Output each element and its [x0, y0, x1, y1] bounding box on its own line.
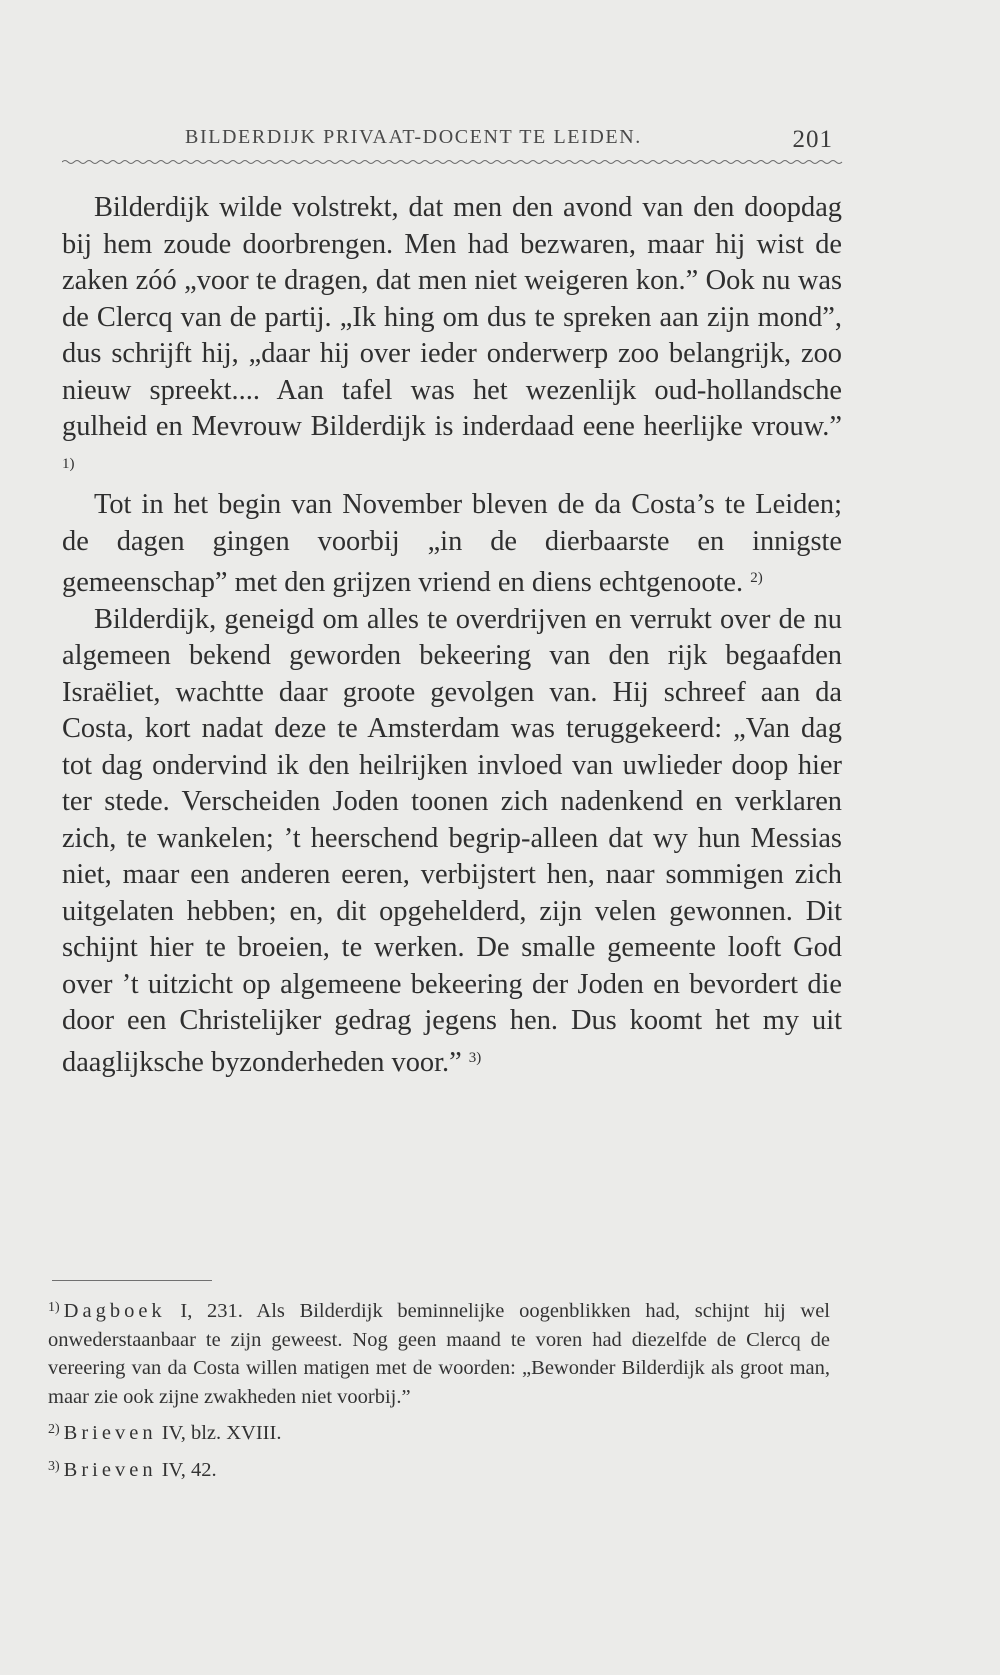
footnote-source: Brieven	[63, 1422, 157, 1444]
footnote	[48, 1416, 830, 1448]
footnote	[48, 1453, 830, 1485]
paragraph	[62, 602, 842, 1082]
running-head: BILDERDIJK PRIVAAT-DOCENT TE LEIDEN.	[185, 126, 642, 148]
footnote-reference: 1)	[62, 455, 75, 472]
footnote-mark: 3)	[48, 1458, 60, 1474]
header-wavy-rule	[62, 158, 844, 166]
paragraph	[62, 487, 842, 602]
paragraph-text: Tot in het begin van November bleven de da Costa’s te Leiden; de dagen gingen voorbij „in de dierbaarste en innigste gemeenschap” met den grijzen vriend en diens echtgenoote.	[62, 489, 842, 598]
footnote-text: IV, 42.	[156, 1458, 217, 1481]
footnote-reference: 3)	[468, 1049, 482, 1066]
footnote-source: Brieven	[63, 1458, 157, 1481]
footnote-mark: 1)	[48, 1300, 60, 1315]
paragraph	[62, 190, 842, 487]
footnote-divider	[52, 1280, 212, 1281]
footnote-text: I, 231. Als Bilderdijk beminnelijke oogenblikken had, schijnt hij wel onwederstaanbaar te zijn geweest. Nog geen maand te voren had diezelfde de Clercq de vereering van da Costa willen matigen met de woorden: „Bewonder Bilderdijk als groot man, maar zie ook zijne zwakheden niet voorbij.”	[48, 1300, 830, 1408]
paragraph-text: Bilderdijk wilde volstrekt, dat men den avond van den doopdag bij hem zoude doorbrengen. Men had bezwaren, maar hij wist de zaken zóó „voor te dragen, dat men niet weigeren kon.” Ook nu was de Clercq van de partij. „Ik hing om dus te spreken aan zijn mond”, dus schrijft hij, „daar hij over ieder onderwerp zoo belangrijk, zoo nieuw spreekt.... Aan tafel was het wezenlijk oud-hollandsche gulheid en Mevrouw Bilderdijk is inderdaad eene heerlijke vrouw.”	[62, 192, 842, 442]
footnote-text: IV, blz. XVIII.	[156, 1422, 282, 1444]
paragraph-text: Bilderdijk, geneigd om alles te overdrijven en verrukt over de nu algemeen bekend geworden bekeering van den rijk begaafden Israëliet, wachtte daar groote gevolgen van. Hij schreef aan da Costa, kort nadat deze te Amsterdam was teruggekeerd: „Van dag tot dag ondervind ik den heilrijken invloed van uwlieder doop hier ter stede. Verscheiden Joden toonen zich nadenkend en verklaren zich, te wankelen; ’t heerschend begrip-alleen dat wy hun Messias niet, maar een anderen eeren, verbijstert hen, naar sommigen zich uitgelaten hebben; en, dit opgehelderd, zijn velen gewonnen. Dit schijnt hier te broeien, te werken. De smalle gemeente looft God over ’t uitzicht op algemeene bekeering der Joden en bevordert die door een Christelijker gedrag jegens hen. Dus koomt het my uit daaglijksche byzonderheden voor.”	[62, 603, 842, 1078]
footnote	[48, 1294, 830, 1411]
footnote-reference: 2)	[750, 570, 763, 586]
footnote-mark: 2)	[48, 1422, 60, 1437]
main-text	[62, 190, 842, 1081]
page-header	[185, 118, 845, 158]
footnote-source: Dagboek	[63, 1300, 166, 1322]
page-number: 201	[792, 126, 833, 153]
footnotes	[48, 1294, 830, 1489]
